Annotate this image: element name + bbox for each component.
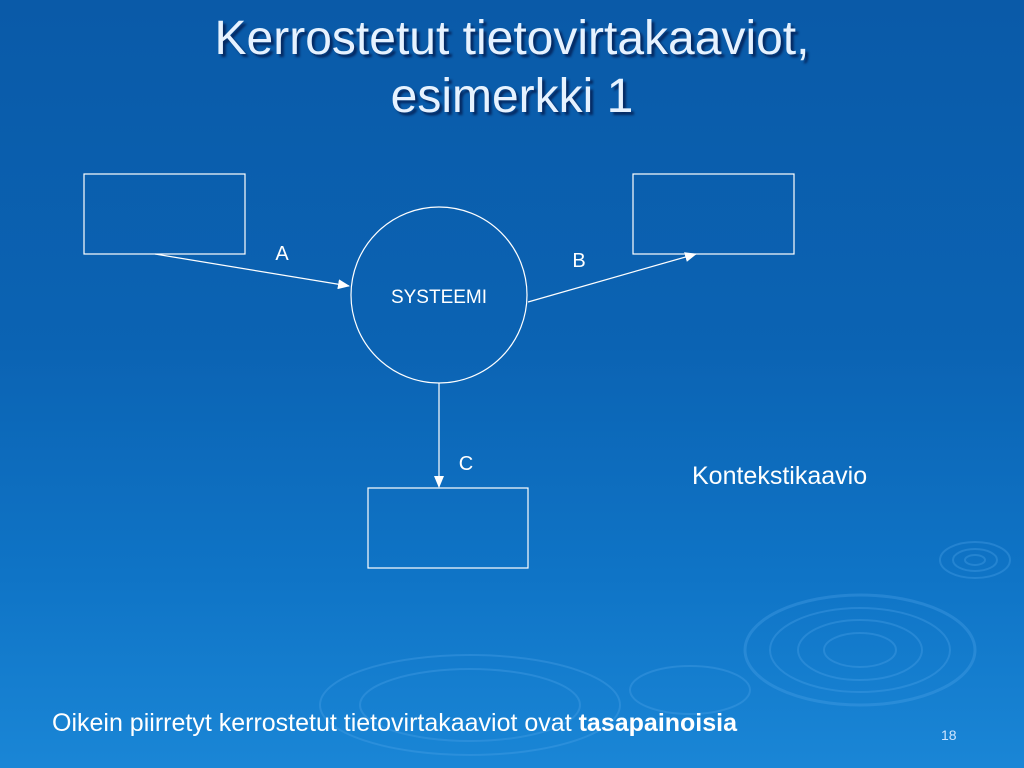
flow-arrow-a: [155, 254, 349, 286]
footer-statement-emphasis: tasapainoisia: [578, 709, 738, 737]
title-line-2: esimerkki 1: [390, 70, 634, 123]
flow-label-c: C: [458, 453, 474, 475]
flow-arrow-b: [528, 254, 696, 302]
external-entity-target-box-right: [633, 174, 794, 254]
title-line-1: Kerrostetut tietovirtakaaviot,: [214, 12, 810, 65]
flow-label-a: A: [275, 243, 289, 265]
footer-statement: [52, 707, 737, 739]
external-entity-source-box: [84, 174, 245, 254]
diagram-caption: Kontekstikaavio: [692, 462, 868, 490]
process-label: SYSTEEMI: [390, 287, 488, 308]
flow-label-b: B: [572, 250, 586, 272]
external-entity-target-box-bottom: [368, 488, 528, 568]
page-number: 18: [941, 727, 957, 743]
footer-statement-text: Oikein piirretyt kerrostetut tietovirtakaaviot ovat: [52, 709, 579, 737]
